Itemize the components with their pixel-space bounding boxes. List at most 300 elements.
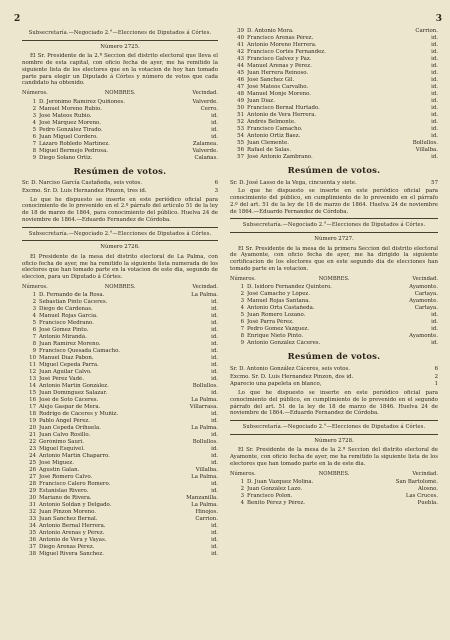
voter-town: id. xyxy=(211,362,218,369)
voter-number: 42 xyxy=(237,49,244,55)
voter-town: Ayamonte. xyxy=(409,298,438,305)
voter-town: Alosno. xyxy=(418,486,438,492)
voter-list-continued xyxy=(230,28,438,161)
voter-name: D. Isidoro Fernandez Quintero. xyxy=(247,284,332,291)
voter-town: id. xyxy=(211,488,218,495)
voter-town: id. xyxy=(211,432,218,439)
voter-row xyxy=(22,530,218,537)
voter-name: D. Fernando de la Rosa. xyxy=(39,292,105,299)
voter-town: id. xyxy=(431,105,438,111)
voter-name: Manuel Rojas Santana. xyxy=(247,298,311,305)
voter-number: 2 xyxy=(240,291,244,298)
voter-number: 50 xyxy=(237,105,244,111)
voter-town: id. xyxy=(211,411,218,418)
voter-town: Ayamonte. xyxy=(409,333,438,340)
page-folio-right: 3 xyxy=(435,14,442,24)
voter-row xyxy=(22,320,218,327)
voter-town: Ayamonte. xyxy=(409,284,438,291)
voter-name: Antonio Soldan y Delgado. xyxy=(39,502,112,509)
voter-number: 30 xyxy=(29,495,36,502)
candidate-votes: Sr. D. Narciso García Castañeda, seis votos. xyxy=(22,180,142,187)
voter-number: 4 xyxy=(32,119,36,126)
voter-number: 33 xyxy=(29,516,36,523)
voter-name: Diego Solano Ortiz. xyxy=(39,154,93,161)
voter-town: id. xyxy=(211,126,218,133)
voter-row xyxy=(22,376,218,383)
voter-name: Sebastian Pinto Cáceres. xyxy=(39,299,108,306)
voter-town: Bollullos. xyxy=(192,383,218,390)
voter-town: id. xyxy=(431,312,438,319)
intro-paragraph: El Presidente de la mesa del distrito electoral de La Palma, con oficio fecha de ayer, me ha remitido la siguiente lista numerada de los electores que han tomado parte en la votacion de este dia, segundo de eleccion, para un Diputado á Córtes. xyxy=(22,253,218,281)
summary-row xyxy=(22,180,218,187)
voter-name: Antonio Martín Chaparro. xyxy=(39,453,110,460)
voter-number: 8 xyxy=(32,147,36,154)
voter-name: Juan Pinzon Moreno. xyxy=(39,509,96,516)
voter-number: 34 xyxy=(29,523,36,530)
voter-town: Villarrasa. xyxy=(189,404,218,411)
voter-list xyxy=(22,292,218,558)
voter-number: 4 xyxy=(240,305,244,312)
vote-count: 1 xyxy=(434,381,438,388)
voter-row xyxy=(22,418,218,425)
voter-name: Lázaro Robledo Martínez. xyxy=(39,140,110,147)
summary-row xyxy=(230,180,438,187)
voter-row xyxy=(22,299,218,306)
vote-count: 6 xyxy=(434,365,438,372)
voter-number: 10 xyxy=(29,355,36,362)
voter-name: Juan Sanchez Bernal. xyxy=(39,516,98,523)
voter-row xyxy=(230,126,438,133)
voter-row xyxy=(22,467,218,474)
voter-name: Diego Arenas Pérez. xyxy=(39,544,95,551)
table-header: Números. NOMBRES. Vecindad. xyxy=(22,90,218,96)
voter-row xyxy=(230,28,438,35)
voter-town: La Palma. xyxy=(191,292,218,299)
voter-name: Agustín Galan. xyxy=(39,467,80,474)
voter-name: Juan Romero Lozano. xyxy=(247,312,306,319)
voter-number: 27 xyxy=(29,474,36,481)
voter-number: 48 xyxy=(237,91,244,97)
voter-name: Rafael de Salas. xyxy=(247,147,291,153)
voter-row xyxy=(22,127,218,134)
voter-town: id. xyxy=(431,98,438,104)
voter-number: 1 xyxy=(32,292,36,299)
voter-name: Manuel Monje Moreno. xyxy=(247,91,311,97)
voter-name: Juan González Lazo. xyxy=(247,486,303,492)
voter-name: Antonio Orta Castañeda. xyxy=(247,305,315,312)
voter-name: Enrique Nieto Pinto. xyxy=(247,333,304,340)
voter-row xyxy=(22,439,218,446)
voter-number: 11 xyxy=(29,362,36,369)
voter-town: id. xyxy=(431,84,438,90)
resumen-heading: Resúmen de votos. xyxy=(287,352,381,363)
voter-town: id. xyxy=(211,446,218,453)
vote-count: 6 xyxy=(214,180,218,187)
voter-name: Antonio de Vera Herrera. xyxy=(247,112,317,118)
voter-row xyxy=(230,63,438,70)
voter-name: Francisco Quesada Camacho. xyxy=(39,348,120,355)
voter-number: 49 xyxy=(237,98,244,104)
voter-row xyxy=(230,42,438,49)
section-header: Subsecretaría.—Negociado 2.°—Elecciones de Diputados á Córtes. xyxy=(242,424,426,430)
voter-number: 37 xyxy=(29,544,36,551)
voter-row xyxy=(230,291,438,298)
voter-number: 4 xyxy=(240,500,244,506)
voter-row xyxy=(22,134,218,141)
voter-number: 6 xyxy=(32,327,36,334)
voter-name: José Pérez Vadé. xyxy=(39,376,84,383)
voter-number: 32 xyxy=(29,509,36,516)
voter-number: 1 xyxy=(240,479,244,485)
voter-row xyxy=(22,306,218,313)
voter-row xyxy=(22,411,218,418)
voter-number: 5 xyxy=(32,126,36,133)
voter-name: Juan Ramírez Moreno. xyxy=(39,341,101,348)
voter-number: 5 xyxy=(240,312,244,319)
voter-town: id. xyxy=(211,460,218,467)
voter-name: Gerónimo Sauri. xyxy=(39,439,84,446)
voter-number: 57 xyxy=(237,154,244,160)
voter-row xyxy=(230,35,438,42)
voter-town: id. xyxy=(211,544,218,551)
voter-row xyxy=(22,113,218,120)
voter-town: Calañas. xyxy=(194,154,218,161)
voter-name: José Romero Calvo. xyxy=(39,474,93,481)
table-header: Números. NOMBRES. Vecindad. xyxy=(22,283,218,290)
voter-name: Pablo Ángel Pérez. xyxy=(39,418,91,425)
voter-name: Manuel Rojas García. xyxy=(39,313,98,320)
voter-number: 35 xyxy=(29,530,36,537)
voter-town: id. xyxy=(211,119,218,126)
voter-name: Antonio Arenas y Pérez. xyxy=(39,530,105,537)
voter-row xyxy=(22,341,218,348)
voter-number: 8 xyxy=(240,333,244,340)
voter-row xyxy=(230,298,438,305)
voter-row xyxy=(22,425,218,432)
voter-row xyxy=(230,140,438,147)
voter-number: 54 xyxy=(237,133,244,139)
voter-row xyxy=(22,348,218,355)
voter-name: D. Jerónimo Ramírez Quiñones. xyxy=(39,98,126,105)
voter-town: Bollullos. xyxy=(412,140,438,146)
voter-town: Manzanilla. xyxy=(186,495,218,502)
voter-row xyxy=(22,334,218,341)
voter-number: 24 xyxy=(29,453,36,460)
voter-row xyxy=(230,147,438,154)
voter-number: 56 xyxy=(237,147,244,153)
voter-number: 45 xyxy=(237,70,244,76)
section-header: Subsecretaría.—Negociado 2.°—Elecciones de Diputados á Córtes. xyxy=(242,222,426,229)
voter-town: id. xyxy=(211,133,218,140)
voter-number: 43 xyxy=(237,56,244,62)
voter-name: Antonio Ortiz Baez. xyxy=(247,133,301,139)
voter-row xyxy=(230,112,438,119)
voter-name: Miguel Esquivel. xyxy=(39,446,85,453)
voter-name: Francisco Camacho. xyxy=(247,126,303,132)
voter-row xyxy=(230,493,438,500)
voter-row xyxy=(22,383,218,390)
voter-name: José de Soto Cáceres. xyxy=(39,397,99,404)
voter-name: Francisco Bernal Hurtado. xyxy=(247,105,320,111)
voter-number: 18 xyxy=(29,411,36,418)
voter-name: Juan Domínguez Salazar. xyxy=(39,390,108,397)
document-number: Número 2726. xyxy=(100,244,140,251)
voter-number: 3 xyxy=(32,306,36,313)
voter-town: id. xyxy=(431,49,438,55)
voter-number: 22 xyxy=(29,439,36,446)
voter-number: 14 xyxy=(29,383,36,390)
voter-number: 7 xyxy=(32,334,36,341)
voter-name: José Gómez Pinto. xyxy=(39,327,89,334)
voter-number: 39 xyxy=(237,28,244,34)
voter-row xyxy=(22,369,218,376)
voter-name: Juan Díaz. xyxy=(247,98,275,104)
voter-row xyxy=(22,509,218,516)
voter-number: 51 xyxy=(237,112,244,118)
voter-name: José Mateos Carvalho. xyxy=(247,84,309,90)
voter-row xyxy=(22,148,218,155)
voter-town: id. xyxy=(431,56,438,62)
voter-name: Francisco Polon. xyxy=(247,493,293,499)
voter-row xyxy=(230,500,438,507)
resumen-heading: Resúmen de votos. xyxy=(73,166,167,177)
voter-number: 16 xyxy=(29,397,36,404)
voter-number: 2 xyxy=(240,486,244,492)
closing-paragraph: Lo que he dispuesto se inserte en este periódico oficial para conocimiento del público, en cumplimiento de lo prevenido en el párrafo 2.º del art. 51 de la ley de 18 de marzo de 1864. Huelva 24 de noviembre de 1864.—Eduardo Fernandez de Córdoba. xyxy=(230,188,438,215)
voter-town: id. xyxy=(431,340,438,347)
voter-number: 13 xyxy=(29,376,36,383)
voter-name: José Míguez. xyxy=(39,460,74,467)
voter-row xyxy=(22,551,218,558)
voter-row xyxy=(22,390,218,397)
voter-name: José Márquez Moreno. xyxy=(39,119,101,126)
voter-number: 3 xyxy=(32,112,36,119)
intro-paragraph: El Sr. Presidente de la mesa de la 2.ª Seccion del distrito electoral de Ayamonte, con oficio fecha de ayer, me ha remitido la siguiente lista de los electores que han tomado parte en la de este dia. xyxy=(230,447,438,467)
voter-town: id. xyxy=(211,530,218,537)
voter-town: Hinojos. xyxy=(195,509,218,516)
voter-name: José Parra Pérez. xyxy=(247,319,294,326)
voter-town: id. xyxy=(211,481,218,488)
voter-number: 47 xyxy=(237,84,244,90)
voter-name: Juan Calvo Rosillo. xyxy=(39,432,91,439)
voter-row xyxy=(22,327,218,334)
voter-name: Antonio de Vera y Vayas. xyxy=(39,537,107,544)
voter-town: id. xyxy=(431,35,438,41)
voter-name: D. Antonio Mora. xyxy=(247,28,294,34)
voter-row xyxy=(230,77,438,84)
vote-summary xyxy=(230,366,438,388)
voter-town: id. xyxy=(211,320,218,327)
voter-town: id. xyxy=(431,42,438,48)
voter-number: 15 xyxy=(29,390,36,397)
voter-row xyxy=(22,155,218,162)
voter-row xyxy=(22,355,218,362)
voter-row xyxy=(230,70,438,77)
voter-name: Miguel Cepeda Parra. xyxy=(39,362,99,369)
voter-row xyxy=(230,98,438,105)
voter-row xyxy=(230,284,438,291)
voter-town: id. xyxy=(431,91,438,97)
voter-town: id. xyxy=(431,326,438,333)
voter-row xyxy=(230,133,438,140)
voter-town: id. xyxy=(431,112,438,118)
voter-row xyxy=(22,460,218,467)
voter-row xyxy=(230,154,438,161)
voter-row xyxy=(22,502,218,509)
voter-town: Valverde. xyxy=(192,98,218,105)
voter-row xyxy=(22,404,218,411)
document-number: Número 2728. xyxy=(314,437,354,444)
voter-town: San Bartolomé. xyxy=(395,479,438,485)
voter-town: Valverde. xyxy=(192,147,218,154)
candidate-votes: Aparecio una papeleta en blanco, xyxy=(230,381,322,388)
voter-name: Manuel Díaz Pabon. xyxy=(39,355,94,362)
voter-row xyxy=(22,495,218,502)
voter-list xyxy=(230,284,438,347)
summary-row xyxy=(230,366,438,373)
voter-row xyxy=(230,105,438,112)
voter-name: Antonio Martín González. xyxy=(39,383,109,390)
voter-name: Andrés Belmonte. xyxy=(247,119,296,125)
voter-name: Manuel Moreno Rubio. xyxy=(39,105,102,112)
voter-town: id. xyxy=(211,523,218,530)
voter-town: Cerro. xyxy=(200,105,218,112)
voter-town: Villalba. xyxy=(195,467,218,474)
voter-name: Alejo Gaspar de Mera. xyxy=(39,404,101,411)
voter-row xyxy=(230,119,438,126)
voter-row xyxy=(22,313,218,320)
voter-number: 44 xyxy=(237,63,244,69)
summary-row xyxy=(22,188,218,195)
closing-paragraph: Lo que he dispuesto se inserte en este periódico oficial para conocimiento del público, en cumplimiento de lo prevenido en el segundo párrafo del art. 51 de la ley de 18 de marzo de 1846. Huelva 24 de noviembre de 1864.—Eduardo Fernandez de Córdoba. xyxy=(230,390,438,417)
voter-town: id. xyxy=(431,70,438,76)
voter-row xyxy=(22,99,218,106)
voter-number: 29 xyxy=(29,488,36,495)
closing-paragraph: Lo que he dispuesto se inserte en este periódico oficial para conocimiento de lo prevenido en el 2.º párrafo del artículo 51 de la ley de 18 de marzo de 1864, para conocimiento del público. Huelva 24 de noviembre de 1864.—Eduardo Fernandez de Córdoba. xyxy=(22,196,218,223)
voter-row xyxy=(230,49,438,56)
voter-row xyxy=(230,333,438,340)
voter-row xyxy=(22,292,218,299)
section-header: Subsecretaría.—Negociado 2.°—Elecciones de Diputados á Córtes. xyxy=(28,230,212,237)
voter-number: 38 xyxy=(29,551,36,558)
voter-row xyxy=(22,141,218,148)
intro-paragraph: El Sr. Presidente de la 2.ª Seccion del distrito electoral que lleva el nombre de esta capital, con oficio fecha de ayer, me ha remitido la siguiente lista de los electores que en la votacion de hoy han tomado parte para elegir un Diputado á Córtes y número de votos que cada candidato ha obtenido. xyxy=(22,53,218,87)
vote-summary xyxy=(230,180,438,187)
voter-town: id. xyxy=(211,551,218,558)
page-folio-left: 2 xyxy=(14,14,21,24)
voter-number: 2 xyxy=(32,105,36,112)
voter-name: Miguel Bermejo Pedrosa. xyxy=(39,147,108,154)
voter-town: id. xyxy=(211,341,218,348)
voter-number: 19 xyxy=(29,418,36,425)
voter-name: José Sanchez Gil. xyxy=(247,77,295,83)
document-number: Número 2727. xyxy=(314,235,354,242)
vote-count: 2 xyxy=(434,373,438,380)
voter-row xyxy=(22,106,218,113)
voter-number: 7 xyxy=(240,326,244,333)
voter-town: Carrion. xyxy=(415,28,438,34)
voter-name: Miguel Rivera Sanchez. xyxy=(39,551,104,558)
voter-number: 6 xyxy=(32,133,36,140)
voter-number: 6 xyxy=(240,319,244,326)
resumen-heading: Resúmen de votos. xyxy=(287,166,381,176)
candidate-votes: Excmo. Sr. D. Luis Hernandez Pinzon, tres id. xyxy=(22,187,147,194)
voter-town: id. xyxy=(431,319,438,326)
voter-town: id. xyxy=(211,453,218,460)
voter-town: La Palma. xyxy=(191,502,218,509)
vote-count: 57 xyxy=(431,179,438,186)
voter-row xyxy=(230,486,438,493)
voter-town: id. xyxy=(211,369,218,376)
voter-town: La Palma. xyxy=(191,425,218,432)
left-column xyxy=(22,28,218,558)
voter-name: Juan Aguilar Calvo. xyxy=(39,369,92,376)
voter-row xyxy=(230,91,438,98)
voter-name: Antonio Moreno Herrera. xyxy=(247,42,317,48)
voter-name: Antonio Mirandá. xyxy=(39,334,87,341)
voter-town: id. xyxy=(211,390,218,397)
voter-name: Rodrigo de Cáceres y Muñiz. xyxy=(39,411,119,418)
voter-name: Manuel Arenas y Pérez. xyxy=(247,63,312,69)
voter-town: Puebla. xyxy=(417,500,438,506)
voter-name: Francisco Arenas Pérez. xyxy=(247,35,314,41)
voter-row xyxy=(230,56,438,63)
vote-summary xyxy=(22,180,218,195)
section-header: Subsecretaría.—Negociado 2.°—Elecciones de Diputados á Córtes. xyxy=(28,30,212,36)
voter-number: 23 xyxy=(29,446,36,453)
voter-town: id. xyxy=(431,63,438,69)
voter-number: 53 xyxy=(237,126,244,132)
voter-row xyxy=(22,516,218,523)
summary-row xyxy=(230,381,438,388)
voter-town: Zalamea. xyxy=(192,140,218,147)
voter-name: José Mateos Rubio. xyxy=(39,112,92,119)
vote-count: 3 xyxy=(214,187,218,194)
voter-town: id. xyxy=(431,119,438,125)
voter-number: 20 xyxy=(29,425,36,432)
candidate-votes: Sr. D. José Lasso de la Vega, cincuenta y siete. xyxy=(230,179,357,186)
voter-row xyxy=(230,319,438,326)
voter-town: id. xyxy=(211,313,218,320)
voter-town: id. xyxy=(211,334,218,341)
voter-name: Francisco Galvez y Paz. xyxy=(247,56,312,62)
document-number: Número 2725. xyxy=(100,43,140,50)
voter-row xyxy=(22,120,218,127)
voter-number: 25 xyxy=(29,460,36,467)
voter-town: Villalba. xyxy=(415,147,438,153)
voter-name: José Antonio Zambrano. xyxy=(247,154,313,160)
voter-row xyxy=(22,453,218,460)
voter-town: id. xyxy=(211,348,218,355)
voter-name: Francisco Cortés Fernandez. xyxy=(247,49,326,55)
voter-number: 2 xyxy=(32,299,36,306)
voter-row xyxy=(22,523,218,530)
voter-town: Bollullos. xyxy=(192,439,218,446)
voter-number: 40 xyxy=(237,35,244,41)
voter-number: 1 xyxy=(240,284,244,291)
voter-name: José Camacho y López. xyxy=(247,291,310,298)
voter-number: 8 xyxy=(32,341,36,348)
voter-town: Cartaya. xyxy=(414,305,438,312)
table-header: Números. NOMBRES. Vecindad. xyxy=(230,275,438,282)
voter-number: 3 xyxy=(240,493,244,499)
voter-name: Juan Herrera Reinoso. xyxy=(247,70,309,76)
voter-number: 26 xyxy=(29,467,36,474)
voter-town: id. xyxy=(431,77,438,83)
voter-number: 9 xyxy=(32,348,36,355)
voter-number: 21 xyxy=(29,432,36,439)
voter-town: Cartaya. xyxy=(414,291,438,298)
